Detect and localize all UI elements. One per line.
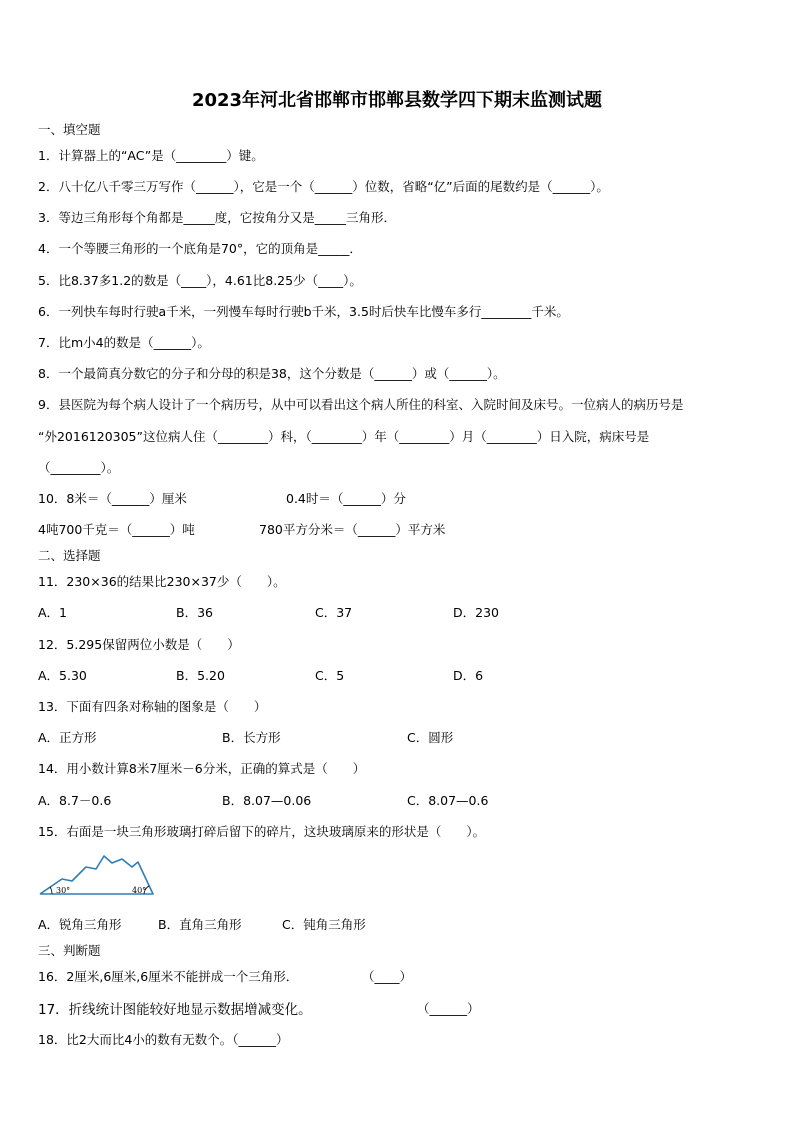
q13-option-b: B．长方形 <box>222 730 281 745</box>
broken-glass-figure <box>38 853 158 897</box>
q11-option-a: A．1 <box>38 605 68 620</box>
section-fill-blank: 一、填空题 <box>38 122 101 137</box>
question-4: 4．一个等腰三角形的一个底角是70°，它的顶角是_____． <box>38 241 362 256</box>
angle-label-right: 40° <box>132 886 147 895</box>
question-10-part-b: 0.4时＝（______）分 <box>286 491 406 506</box>
q15-option-a: A．锐角三角形 <box>38 917 122 932</box>
question-9-line-3: （________）。 <box>38 460 120 475</box>
q12-option-d: D．6 <box>453 668 484 683</box>
q13-option-c: C．圆形 <box>407 730 454 745</box>
question-7: 7．比m小4的数是（______）。 <box>38 335 210 350</box>
question-11: 11．230×36的结果比230×37少（ ）。 <box>38 574 286 589</box>
section-true-false: 三、判断题 <box>38 943 101 958</box>
question-17-blank: （______） <box>417 1001 480 1016</box>
page-title: 2023年河北省邯郸市邯郸县数学四下期末监测试题 <box>191 90 603 111</box>
question-12: 12．5.295保留两位小数是（ ） <box>38 637 240 652</box>
q11-option-b: B．36 <box>176 605 213 620</box>
angle-arc-left <box>50 887 52 894</box>
question-17: 17．折线统计图能较好地显示数据增减变化。 <box>38 1002 312 1018</box>
section-multiple-choice: 二、选择题 <box>38 548 101 563</box>
q14-option-a: A．8.7－0.6 <box>38 793 112 808</box>
question-3: 3．等边三角形每个角都是_____度，它按角分又是_____三角形． <box>38 210 396 225</box>
question-6: 6．一列快车每时行驶a千米，一列慢车每时行驶b千米，3.5时后快车比慢车多行________千米。 <box>38 304 569 319</box>
q11-option-c: C．37 <box>315 605 353 620</box>
angle-label-left: 30° <box>56 886 71 895</box>
question-16-blank: （____） <box>362 969 413 984</box>
question-13: 13．下面有四条对称轴的图象是（ ） <box>38 699 267 714</box>
question-10-part-d: 780平方分米＝（______）平方米 <box>259 522 446 537</box>
q12-option-c: C．5 <box>315 668 345 683</box>
q13-option-a: A．正方形 <box>38 730 97 745</box>
question-10-part-c: 4吨700千克＝（______）吨 <box>38 522 195 537</box>
q14-option-b: B．8.07—0.06 <box>222 793 312 808</box>
q14-option-c: C．8.07—0.6 <box>407 793 489 808</box>
question-16: 16．2厘米,6厘米,6厘米不能拼成一个三角形． <box>38 969 299 984</box>
question-5: 5．比8.37多1.2的数是（____），4.61比8.25少（____）。 <box>38 273 362 288</box>
question-1: 1．计算器上的“AC”是（________）键。 <box>38 148 264 163</box>
question-8: 8．一个最简真分数它的分子和分母的积是38，这个分数是（______）或（______）。 <box>38 366 506 381</box>
question-9-line-1: 9．县医院为每个病人设计了一个病历号，从中可以看出这个病人所住的科室、入院时间及床号。一位病人的病历号是 <box>38 397 684 412</box>
q11-option-d: D．230 <box>453 605 499 620</box>
q12-option-a: A．5.30 <box>38 668 87 683</box>
question-14: 14．用小数计算8米7厘米－6分米，正确的算式是（ ） <box>38 761 366 776</box>
q12-option-b: B．5.20 <box>176 668 225 683</box>
question-2: 2．八十亿八千零三万写作（______），它是一个（______）位数，省略“亿”后面的尾数约是（______）。 <box>38 179 609 194</box>
question-9-line-2: “外2016120305”这位病人住（________）科，（________）年（________）月（________）日入院，病床号是 <box>38 429 650 444</box>
question-18: 18．比2大而比4小的数有无数个。（______） <box>38 1032 289 1047</box>
question-10-part-a: 10．8米＝（______）厘米 <box>38 491 187 506</box>
q15-option-b: B．直角三角形 <box>158 917 242 932</box>
q15-option-c: C．钝角三角形 <box>282 917 366 932</box>
question-15: 15．右面是一块三角形玻璃打碎后留下的碎片，这块玻璃原来的形状是（ ）。 <box>38 824 486 839</box>
